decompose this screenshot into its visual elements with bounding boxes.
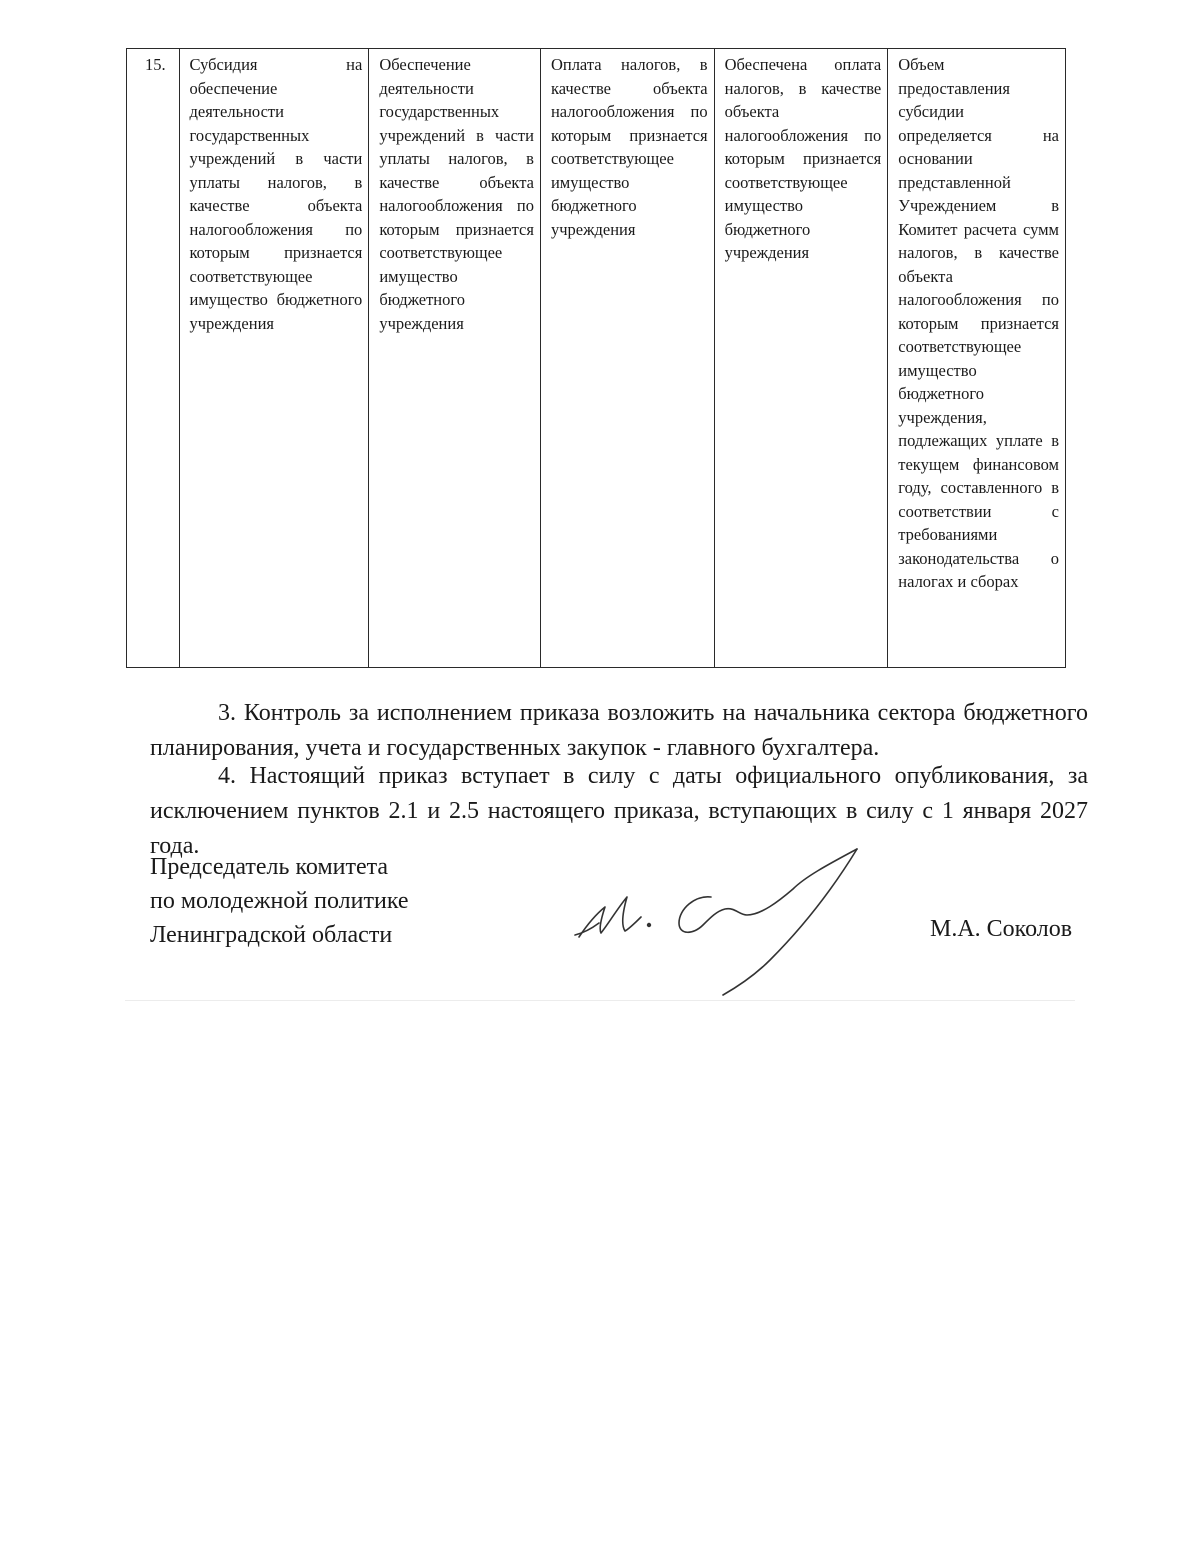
- row-number-cell: [127, 49, 180, 668]
- purpose-text: Обеспечение деятельности государственных учреждений в части уплаты налогов, в качестве объекта налогообложения по которым признается соответствующее имущество бюджетного учреждения: [379, 55, 534, 333]
- direction-text: Оплата налогов, в качестве объекта налогообложения по которым признается соответствующее имущество бюджетного учреждения: [550, 55, 708, 239]
- paragraph-3: 3. Контроль за исполнением приказа возложить на начальника сектора бюджетного планирования, учета и государственных закупок - главного бухгалтера.: [150, 700, 1088, 761]
- subsidy-name-text: Субсидия на обеспечение деятельности государственных учреждений в части уплаты налогов, в качестве объекта налогообложения по которым признается соответствующее имущество бюджетного учреждения: [189, 55, 363, 333]
- result-cell: [714, 49, 888, 668]
- signature-icon: [565, 845, 875, 1000]
- position-line: по молодежной политике: [150, 888, 409, 914]
- volume-cell: [888, 49, 1066, 668]
- row-number: 15.: [145, 55, 166, 74]
- subsidy-name-cell: [179, 49, 369, 668]
- result-text: Обеспечена оплата налогов, в качестве объекта налогообложения по которым признается соответствующее имущество бюджетного учреждения: [724, 55, 882, 262]
- paragraph-4: 4. Настоящий приказ вступает в силу с даты официального опубликования, за исключением пунктов 2.1 и 2.5 настоящего приказа, вступающих в силу с 1 января 2027 года.: [150, 763, 1088, 859]
- position-line: Председатель комитета: [150, 854, 389, 880]
- direction-cell: [540, 49, 714, 668]
- signatory-position: [150, 850, 409, 952]
- subsidy-table: [126, 48, 1066, 668]
- volume-text: Объем предоставления субсидии определяется на основании представленной Учреждением в Комитет расчета сумм налогов, в качестве объекта налогообложения по которым признается соответствующее имущество бюджетного учреждения, подлежащих уплате в текущем финансовом году, составленного в соответствии с требованиями законодательства о налогах и сборах: [898, 55, 1059, 591]
- scan-divider: [125, 1000, 1075, 1001]
- purpose-cell: [369, 49, 541, 668]
- table-row: [127, 49, 1066, 668]
- position-line: Ленинградской области: [150, 922, 393, 948]
- signatory-name: М.А. Соколов: [930, 916, 1073, 942]
